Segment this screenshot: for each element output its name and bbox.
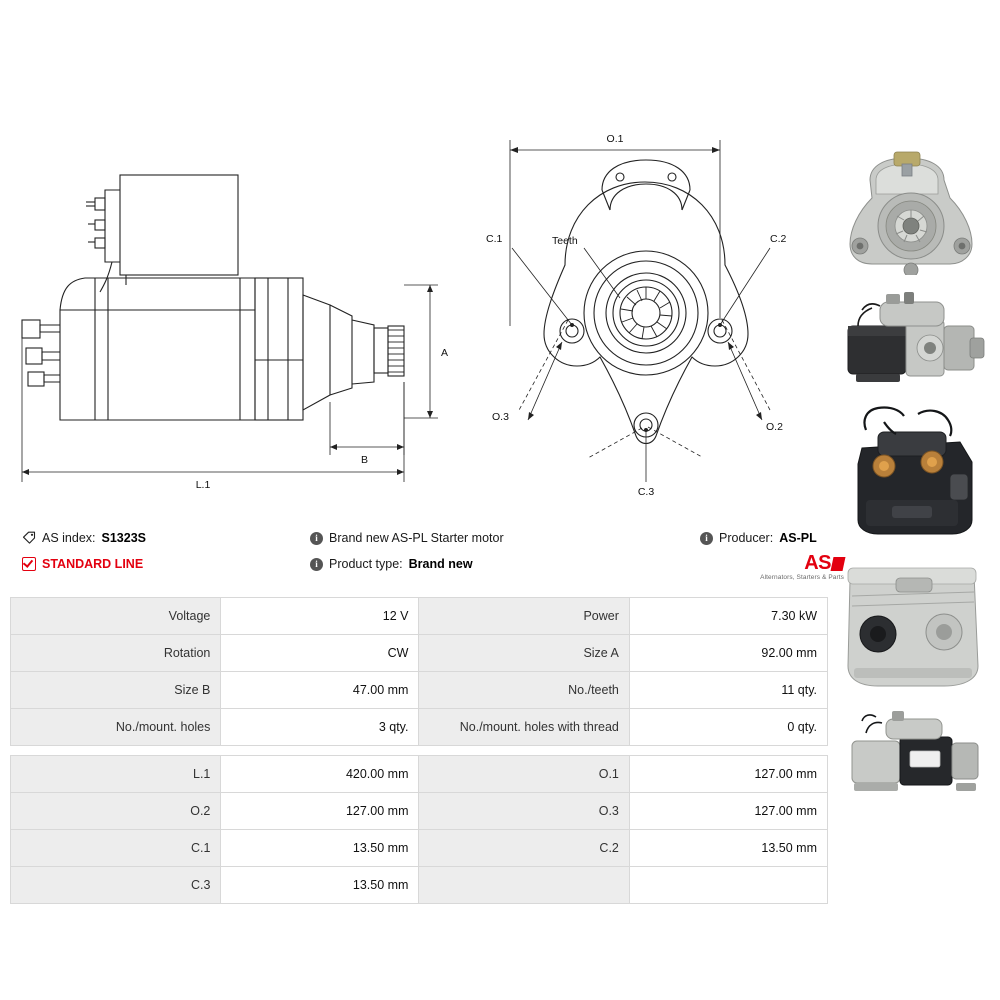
- producer-line: [700, 525, 850, 551]
- dim-l1-label: L.1: [195, 479, 211, 491]
- dim-c1-label: C.1: [486, 233, 503, 245]
- table-row: [11, 830, 828, 867]
- dim-a-label: A: [441, 347, 449, 359]
- info-column-producer: [700, 525, 850, 581]
- starter-front-mount-photo[interactable]: [832, 150, 992, 280]
- spec-value: 11 qty.: [629, 672, 827, 709]
- spec-value: 92.00 mm: [629, 635, 827, 672]
- as-index-value: S1323S: [101, 531, 146, 545]
- table-row: [11, 635, 828, 672]
- spec-value-empty: [629, 867, 827, 904]
- spec-key: O.1: [419, 756, 629, 793]
- starter-side-photo[interactable]: [832, 699, 992, 804]
- brand-mark: AS: [760, 553, 844, 573]
- spec-key: L.1: [11, 756, 221, 793]
- info-icon: i: [700, 532, 713, 545]
- dim-o1-label: O.1: [606, 133, 624, 145]
- side-view-svg: [0, 120, 470, 500]
- info-column-index: [22, 525, 312, 577]
- spec-key: Size A: [419, 635, 629, 672]
- spec-value: 7.30 kW: [629, 598, 827, 635]
- dim-b-label: B: [361, 454, 369, 466]
- teeth-label: Teeth: [552, 235, 578, 247]
- spec-value: 127.00 mm: [629, 756, 827, 793]
- spec-value: 13.50 mm: [221, 830, 419, 867]
- spec-key-empty: [419, 867, 629, 904]
- spec-key: No./mount. holes with thread: [419, 709, 629, 746]
- table-row: [11, 793, 828, 830]
- spec-value: 13.50 mm: [629, 830, 827, 867]
- table-row: [11, 756, 828, 793]
- table-row: [11, 598, 828, 635]
- spec-key: Voltage: [11, 598, 221, 635]
- spec-value: 127.00 mm: [221, 793, 419, 830]
- spec-key: C.1: [11, 830, 221, 867]
- spec-key: O.3: [419, 793, 629, 830]
- as-index-label: AS index:: [42, 531, 96, 545]
- brand-bar: [831, 557, 846, 571]
- spec-key: O.2: [11, 793, 221, 830]
- table-row: [11, 867, 828, 904]
- producer-value: AS-PL: [779, 531, 817, 545]
- spec-value: 420.00 mm: [221, 756, 419, 793]
- spec-key: Power: [419, 598, 629, 635]
- dim-c2-label: C.2: [770, 233, 787, 245]
- starter-angled-photo[interactable]: [832, 286, 992, 396]
- product-type-value: Brand new: [408, 557, 473, 571]
- spec-key: C.2: [419, 830, 629, 867]
- spec-key: No./teeth: [419, 672, 629, 709]
- info-column-product: [310, 525, 700, 577]
- standard-line-row: [22, 551, 312, 577]
- product-type-label: Product type:: [329, 557, 403, 571]
- spec-value: CW: [221, 635, 419, 672]
- starter-top-terminals-photo[interactable]: [832, 402, 992, 542]
- spec-key: Size B: [11, 672, 221, 709]
- table-row: [11, 709, 828, 746]
- producer-label: Producer:: [719, 531, 774, 545]
- spec-value: 12 V: [221, 598, 419, 635]
- dim-o3-label: O.3: [492, 411, 509, 423]
- product-name-label: Brand new AS-PL Starter motor: [329, 531, 504, 545]
- spec-value: 127.00 mm: [629, 793, 827, 830]
- spec-key: No./mount. holes: [11, 709, 221, 746]
- side-view-drawing: [0, 120, 470, 500]
- tag-icon: [22, 531, 36, 545]
- spec-value: 13.50 mm: [221, 867, 419, 904]
- technical-drawings: [0, 0, 840, 510]
- starter-rear-photo[interactable]: [832, 548, 992, 693]
- specifications-table: [10, 597, 828, 904]
- spec-key: Rotation: [11, 635, 221, 672]
- product-type-line: [310, 551, 700, 577]
- brand-logo: [760, 553, 844, 581]
- info-icon: i: [310, 558, 323, 571]
- dim-o2-label: O.2: [766, 421, 783, 433]
- standard-line-label: STANDARD LINE: [42, 557, 144, 571]
- product-info-row: [10, 525, 844, 595]
- front-view-drawing: [470, 120, 840, 510]
- table-spacer: [11, 746, 828, 756]
- product-photo-strip: [832, 150, 992, 804]
- spec-value: 0 qty.: [629, 709, 827, 746]
- spec-value: 3 qty.: [221, 709, 419, 746]
- product-name-line: [310, 525, 700, 551]
- check-icon: [22, 557, 36, 571]
- as-index-line: [22, 525, 312, 551]
- spec-value: 47.00 mm: [221, 672, 419, 709]
- dim-c3-label: C.3: [637, 486, 655, 498]
- table-row: [11, 672, 828, 709]
- info-icon: i: [310, 532, 323, 545]
- brand-tagline: Alternators, Starters & Parts: [760, 574, 844, 581]
- spec-key: C.3: [11, 867, 221, 904]
- front-view-svg: [470, 120, 840, 510]
